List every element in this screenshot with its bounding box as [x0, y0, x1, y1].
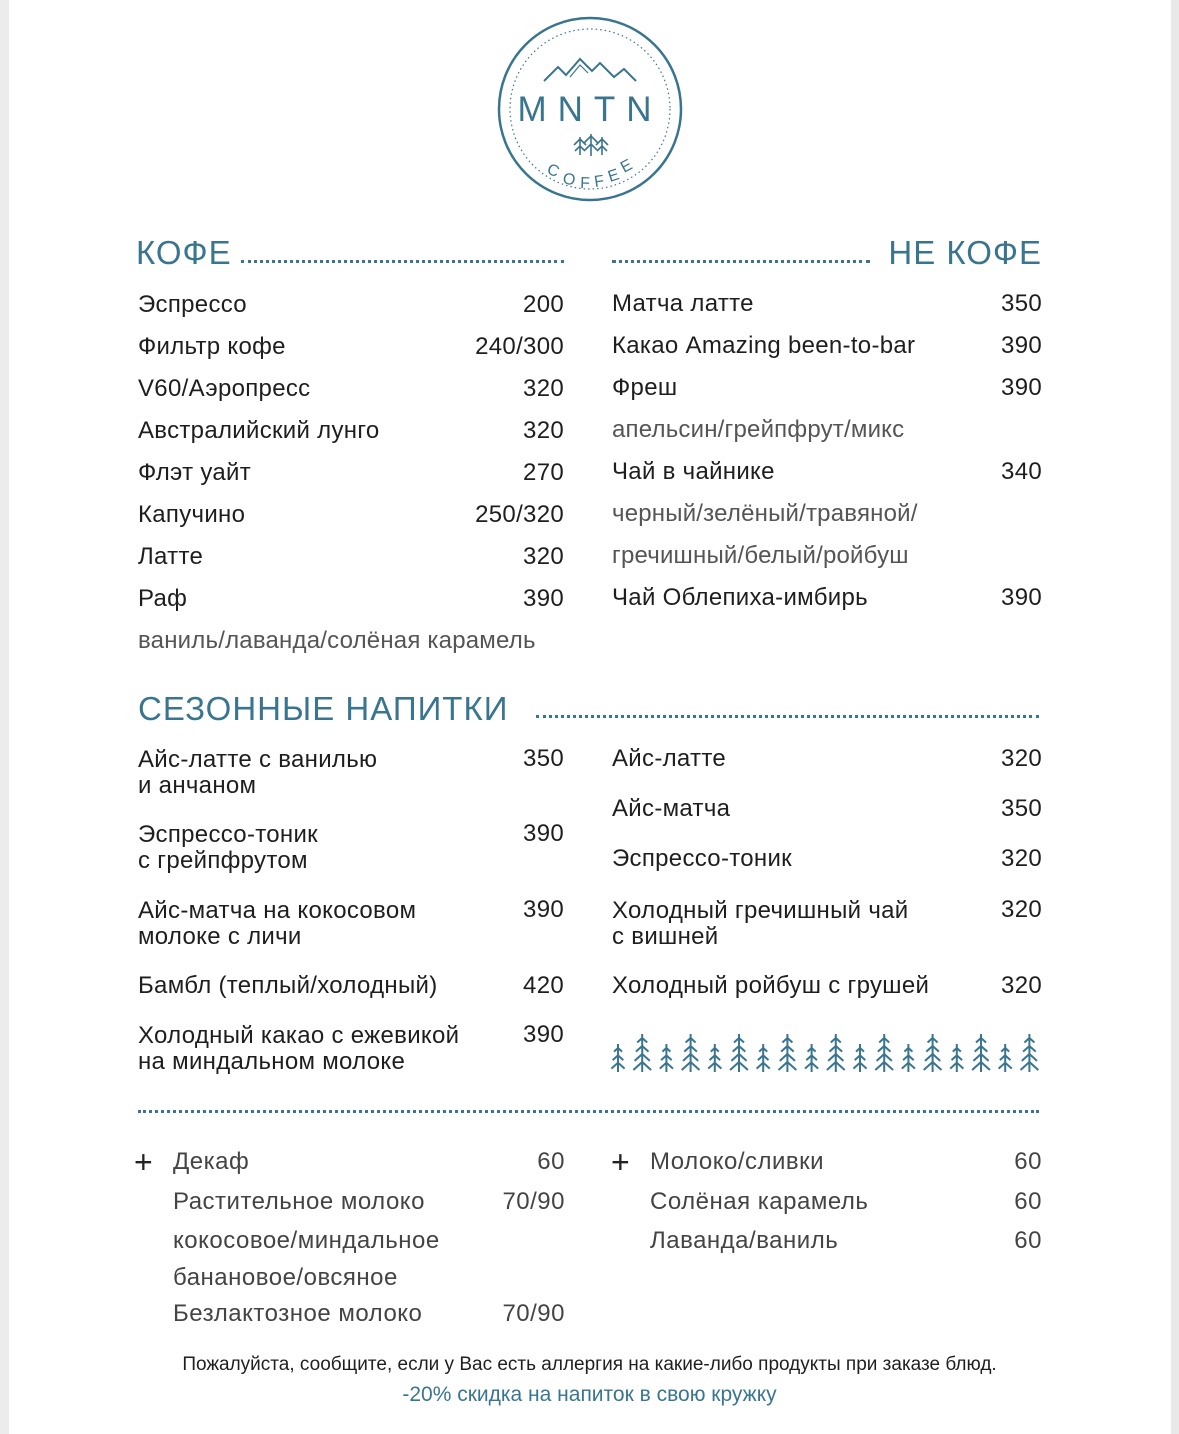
svg-text:E: E — [605, 166, 622, 186]
seasonal-item-line: на миндальном молоке — [138, 1048, 406, 1075]
svg-text:F: F — [579, 175, 591, 193]
notcoffee-title: НЕ КОФЕ — [888, 234, 1042, 271]
addon-price: 60 — [1014, 1227, 1042, 1254]
pine-tree-icon — [999, 1044, 1012, 1072]
addon-name: Лаванда/ваниль — [650, 1227, 839, 1254]
seasonal-item-line: Айс-латте с ванилью — [138, 746, 378, 773]
pine-tree-icon — [1021, 1034, 1039, 1072]
pine-tree-icon — [633, 1034, 651, 1072]
notcoffee-item-name: Чай Облепиха-имбирь — [612, 584, 868, 611]
coffee-item-name: Капучино — [138, 501, 246, 528]
pine-tree-icon — [708, 1044, 721, 1072]
svg-text:O: O — [561, 170, 577, 190]
seasonal-item-name: Бамбл (теплый/холодный) — [138, 972, 438, 999]
svg-text:MNTN: MNTN — [517, 90, 663, 129]
pine-trees-decoration — [608, 1032, 1044, 1074]
svg-text:E: E — [617, 156, 636, 177]
coffee-item-name: Флэт уайт — [138, 459, 252, 486]
coffee-title-dots — [241, 260, 564, 263]
addon-name: Солёная карамель — [650, 1188, 869, 1215]
seasonal-item-price: 320 — [1001, 845, 1042, 872]
notcoffee-item-name: Матча латте — [612, 290, 754, 317]
coffee-item-price: 320 — [523, 417, 564, 444]
notcoffee-item-price: 390 — [1001, 374, 1042, 401]
notcoffee-item-name: Какао Amazing been-to-bar — [612, 332, 916, 359]
seasonal-item-line: и анчаном — [138, 772, 257, 799]
coffee-item-name: Австралийский лунго — [138, 417, 380, 444]
addons-divider-dots — [138, 1110, 1039, 1113]
notcoffee-title-dots — [612, 260, 870, 263]
own-cup-discount: -20% скидка на напиток в свою кружку — [402, 1383, 777, 1406]
seasonal-item-line: Холодный гречишный чай — [612, 897, 909, 924]
addon-price: 60 — [1014, 1148, 1042, 1175]
coffee-item-price: 390 — [523, 585, 564, 612]
addon-name: Молоко/сливки — [650, 1148, 825, 1175]
seasonal-item-price: 320 — [1001, 896, 1042, 923]
pine-tree-icon — [827, 1034, 845, 1072]
tea-types-note: черный/зелёный/травяной/ — [612, 500, 918, 527]
seasonal-item-line: Эспрессо-тоник — [138, 821, 318, 848]
addon-price: 70/90 — [502, 1300, 565, 1327]
seasonal-item-name — [138, 747, 377, 799]
coffee-title: КОФЕ — [136, 234, 232, 271]
coffee-item-name: Фильтр кофе — [138, 333, 286, 360]
pine-tree-icon — [924, 1034, 942, 1072]
coffee-item-name: Эспрессо — [138, 291, 247, 318]
seasonal-item-line: Айс-матча на кокосовом — [138, 897, 417, 924]
allergy-note: Пожалуйста, сообщите, если у Вас есть аллергия на какие-либо продукты при заказе блюд. — [182, 1354, 997, 1375]
raf-flavors-note: ваниль/лаванда/солёная карамель — [138, 627, 536, 654]
addon-price: 60 — [1014, 1188, 1042, 1215]
coffee-item-name: V60/Аэропресс — [138, 375, 311, 402]
seasonal-item-name: Айс-латте — [612, 745, 726, 772]
plus-icon: + — [134, 1144, 153, 1180]
notcoffee-item-price: 390 — [1001, 584, 1042, 611]
seasonal-item-name: Эспрессо-тоник — [612, 845, 792, 872]
seasonal-item-name — [138, 1023, 459, 1075]
seasonal-item-name — [138, 822, 318, 874]
pine-tree-icon — [972, 1034, 990, 1072]
pine-tree-icon — [950, 1044, 963, 1072]
coffee-item-price: 320 — [523, 375, 564, 402]
notcoffee-item-price: 340 — [1001, 458, 1042, 485]
coffee-item-price: 270 — [523, 459, 564, 486]
seasonal-title: СЕЗОННЫЕ НАПИТКИ — [138, 690, 509, 727]
coffee-item-name: Раф — [138, 585, 188, 612]
pine-tree-icon — [660, 1044, 673, 1072]
coffee-item-price: 200 — [523, 291, 564, 318]
pine-tree-icon — [730, 1034, 748, 1072]
seasonal-item-name: Айс-матча — [612, 795, 731, 822]
notcoffee-item-name: Фреш — [612, 374, 678, 401]
addon-name: Растительное молоко — [173, 1188, 425, 1215]
seasonal-item-price: 420 — [523, 972, 564, 999]
pine-tree-icon — [853, 1044, 866, 1072]
addon-name: кокосовое/миндальное — [173, 1227, 440, 1254]
seasonal-item-price: 350 — [1001, 795, 1042, 822]
seasonal-item-price: 350 — [523, 745, 564, 772]
pine-tree-icon — [779, 1034, 797, 1072]
pine-tree-icon — [611, 1044, 624, 1072]
seasonal-item-price: 390 — [523, 820, 564, 847]
seasonal-item-price: 320 — [1001, 972, 1042, 999]
page-edge-left — [0, 0, 9, 1434]
addon-price: 70/90 — [502, 1188, 565, 1215]
page-edge-right — [1171, 0, 1179, 1434]
coffee-item-price: 320 — [523, 543, 564, 570]
addon-name: банановое/овсяное — [173, 1264, 398, 1291]
fresh-flavors-note: апельсин/грейпфрут/микс — [612, 416, 905, 443]
addon-name: Безлактозное молоко — [173, 1300, 423, 1327]
notcoffee-item-price: 390 — [1001, 332, 1042, 359]
plus-icon: + — [611, 1144, 630, 1180]
notcoffee-item-name: Чай в чайнике — [612, 458, 775, 485]
addon-name: Декаф — [173, 1148, 250, 1175]
seasonal-item-name — [138, 898, 416, 950]
seasonal-item-line: Холодный какао с ежевикой — [138, 1022, 460, 1049]
seasonal-item-line: молоке с личи — [138, 923, 302, 950]
notcoffee-item-price: 350 — [1001, 290, 1042, 317]
seasonal-item-line: с грейпфрутом — [138, 847, 308, 874]
pine-tree-icon — [902, 1044, 915, 1072]
coffee-item-price: 240/300 — [475, 333, 564, 360]
pine-tree-icon — [875, 1034, 893, 1072]
seasonal-item-price: 320 — [1001, 745, 1042, 772]
seasonal-item-line: с вишней — [612, 923, 719, 950]
seasonal-item-name — [612, 898, 909, 950]
pine-tree-icon — [757, 1044, 770, 1072]
addon-price: 60 — [537, 1148, 565, 1175]
svg-text:C: C — [544, 160, 562, 182]
coffee-item-price: 250/320 — [475, 501, 564, 528]
tea-types-note: гречишный/белый/ройбуш — [612, 542, 909, 569]
seasonal-item-price: 390 — [523, 896, 564, 923]
svg-text:F: F — [593, 172, 606, 191]
seasonal-item-name: Холодный ройбуш с грушей — [612, 972, 930, 999]
pine-tree-icon — [682, 1034, 700, 1072]
pine-tree-icon — [805, 1044, 818, 1072]
mntn-coffee-logo — [496, 15, 684, 203]
coffee-item-name: Латте — [138, 543, 204, 570]
seasonal-title-dots — [536, 715, 1039, 718]
seasonal-item-price: 390 — [523, 1021, 564, 1048]
